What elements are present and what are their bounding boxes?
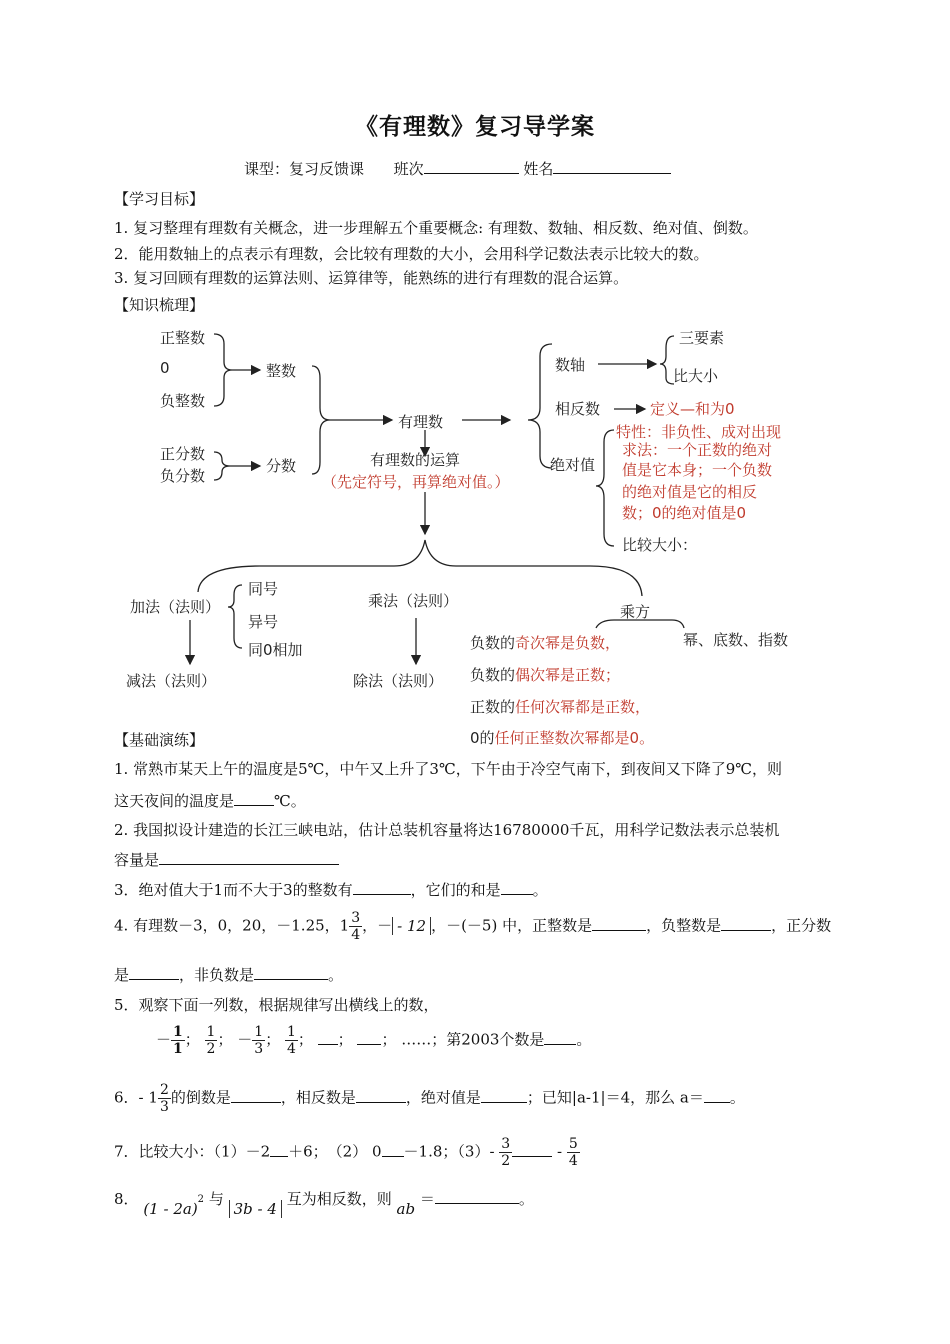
q6-blank-4[interactable] bbox=[704, 1088, 730, 1103]
numerator: 2 bbox=[159, 1082, 169, 1098]
power-rule-2: 负数的偶次幂是正数； bbox=[470, 666, 621, 684]
q8-text: 与 bbox=[208, 1190, 224, 1208]
question-5 bbox=[114, 994, 439, 1015]
label-abs-property: 特性：非负性、成对出现 bbox=[616, 423, 782, 441]
denominator: 4 bbox=[351, 927, 361, 943]
question-7 bbox=[114, 1136, 580, 1169]
q6-blank-2[interactable] bbox=[356, 1088, 406, 1103]
numerator: 1 bbox=[254, 1024, 264, 1040]
label-zero: 0 bbox=[160, 359, 170, 377]
q4-text: ，负整数是 bbox=[646, 916, 722, 935]
q7-text: ＋6； （2） 0 bbox=[288, 1142, 382, 1161]
q4-text: ，正分数 bbox=[771, 916, 832, 935]
q6-blank-1[interactable] bbox=[231, 1088, 281, 1103]
q3-text: 3．绝对值大于1而不大于3的整数有 bbox=[114, 881, 353, 899]
q4-text: 4. 有理数－3，0，20，－1.25，1 bbox=[114, 916, 350, 935]
denominator: 3 bbox=[159, 1099, 169, 1115]
q6-text: ，相反数是 bbox=[280, 1088, 356, 1107]
question-2-cont bbox=[114, 849, 339, 870]
q8-expression-1: (1 - 2a) bbox=[143, 1200, 198, 1218]
label-compare: 比大小 bbox=[673, 367, 719, 385]
seq-fraction bbox=[252, 1024, 265, 1057]
minus-sign: － bbox=[156, 1030, 172, 1049]
q6-number: 6． bbox=[114, 1088, 139, 1107]
question-2 bbox=[114, 819, 779, 840]
q2-blank[interactable] bbox=[159, 850, 339, 865]
denominator: 1 bbox=[173, 1041, 183, 1057]
q4-blank-1[interactable] bbox=[592, 916, 646, 931]
q6-end: 。 bbox=[729, 1088, 745, 1107]
q5-text: 5．观察下面一列数，根据规律写出横线上的数， bbox=[114, 996, 439, 1014]
q7-blank-2[interactable] bbox=[382, 1142, 404, 1157]
q1-text: 这天夜间的温度是 bbox=[114, 792, 235, 810]
label-addition: 加法（法则） bbox=[130, 598, 221, 616]
brace-rational bbox=[312, 366, 330, 474]
class-label: 班次 bbox=[393, 160, 424, 178]
q6-fraction bbox=[158, 1082, 171, 1115]
q2-text: 容量是 bbox=[114, 851, 160, 869]
question-3 bbox=[114, 879, 548, 900]
denominator: 3 bbox=[254, 1041, 264, 1057]
label-multiplication: 乘法（法则） bbox=[368, 592, 459, 610]
label-same-sign: 同号 bbox=[248, 580, 279, 598]
label-abs-method: 的绝对值是它的相反 bbox=[622, 483, 758, 501]
denominator: 4 bbox=[568, 1153, 578, 1169]
label-negative-integer: 负整数 bbox=[160, 392, 206, 410]
label-absolute: 绝对值 bbox=[550, 456, 596, 474]
label-power: 乘方 bbox=[620, 603, 651, 621]
q7-text: 7．比较大小：（1）－2 bbox=[114, 1142, 271, 1161]
q6-text: ；已知|a-1|＝4，那么 a＝ bbox=[526, 1088, 704, 1107]
question-1-cont bbox=[114, 790, 306, 811]
denominator: 4 bbox=[286, 1041, 296, 1057]
q3-blank-1[interactable] bbox=[353, 880, 411, 895]
q8-blank[interactable] bbox=[435, 1189, 519, 1204]
seq-fraction bbox=[171, 1024, 185, 1057]
label-abs-method: 求法：一个正数的绝对 bbox=[622, 441, 773, 459]
label-negative-fraction: 负分数 bbox=[160, 467, 206, 485]
label-positive-fraction: 正分数 bbox=[160, 445, 206, 463]
seq-fraction bbox=[285, 1024, 298, 1057]
knowledge-heading: 【知识梳理】 bbox=[114, 296, 205, 314]
q4-blank-2[interactable] bbox=[721, 916, 771, 931]
label-abs-method: 值是它本身；一个负数 bbox=[622, 461, 773, 479]
question-4-cont bbox=[114, 964, 343, 985]
q4-text: ，－(－5) 中，正整数是 bbox=[431, 916, 593, 935]
q6-text: 的倒数是 bbox=[170, 1088, 231, 1107]
q7-text: －1.8；（3）- bbox=[403, 1142, 495, 1161]
q6-text: - 1 bbox=[138, 1088, 158, 1107]
q5-blank-1[interactable] bbox=[318, 1030, 338, 1045]
power-rule-4: 0的任何正整数次幂都是0。 bbox=[470, 729, 655, 747]
numerator: 1 bbox=[173, 1024, 183, 1040]
label-division: 除法（法则） bbox=[353, 672, 444, 690]
label-three-elements: 三要素 bbox=[679, 329, 725, 347]
question-4 bbox=[114, 910, 831, 943]
q2-text: 2. 我国拟设计建造的长江三峡电站，估计总装机容量将达16780000千瓦，用科学记数法表示总装机 bbox=[114, 821, 780, 839]
q8-exponent: 2 bbox=[197, 1194, 205, 1205]
seq-fraction bbox=[205, 1024, 218, 1057]
label-subtraction: 减法（法则） bbox=[126, 672, 217, 690]
q8-end: 。 bbox=[518, 1190, 534, 1208]
numerator: 1 bbox=[206, 1024, 216, 1040]
q4-end: 。 bbox=[328, 966, 344, 984]
power-rule-1: 负数的奇次幂是负数， bbox=[470, 634, 621, 652]
goal-item: 1. 复习整理有理数有关概念，进一步理解五个重要概念: 有理数、数轴、相反数、绝对值、倒数。 bbox=[114, 219, 758, 237]
numerator: 1 bbox=[286, 1024, 296, 1040]
q8-expression-2: 3b - 4 bbox=[229, 1200, 282, 1218]
label-power-parts: 幂、底数、指数 bbox=[683, 631, 789, 649]
minus-sign: － bbox=[237, 1030, 253, 1049]
goal-item: 2．能用数轴上的点表示有理数，会比较有理数的大小，会用科学记数法表示比较大的数。 bbox=[114, 245, 709, 263]
q3-blank-2[interactable] bbox=[501, 880, 533, 895]
q7-text: - bbox=[557, 1142, 563, 1161]
q7-fraction-2 bbox=[567, 1136, 580, 1169]
q3-text: ，它们的和是 bbox=[410, 881, 501, 899]
q4-text: 是 bbox=[114, 966, 130, 984]
q1-text: 1. 常熟市某天上午的温度是5℃，中午又上升了3℃，下午由于冷空气南下，到夜间又下降了9℃，则 bbox=[114, 760, 783, 778]
q8-ab: ab bbox=[396, 1200, 416, 1218]
q8-number: 8． bbox=[114, 1190, 139, 1208]
label-fraction: 分数 bbox=[266, 457, 297, 475]
q4-blank-4[interactable] bbox=[254, 965, 328, 980]
brace-concepts bbox=[528, 344, 552, 468]
brace-integer bbox=[214, 334, 232, 406]
q6-blank-3[interactable] bbox=[481, 1088, 527, 1103]
q8-text: 互为相反数，则 bbox=[286, 1190, 392, 1208]
brace-fraction bbox=[214, 452, 230, 480]
denominator: 2 bbox=[206, 1041, 216, 1057]
question-6 bbox=[114, 1082, 745, 1115]
question-8 bbox=[114, 1188, 534, 1218]
label-abs-method: 数；0的绝对值是0 bbox=[622, 504, 747, 522]
q6-text: ，绝对值是 bbox=[405, 1088, 481, 1107]
q1-blank[interactable] bbox=[234, 791, 274, 806]
course-type: 课型：复习反馈课 bbox=[244, 160, 365, 178]
name-label: 姓名 bbox=[523, 160, 554, 178]
brace-absolute bbox=[596, 430, 614, 546]
question-1 bbox=[114, 758, 782, 779]
label-integer: 整数 bbox=[266, 362, 297, 380]
label-operations: 有理数的运算 bbox=[370, 451, 461, 469]
q5-end: 。 bbox=[576, 1030, 592, 1049]
power-rule-3: 正数的任何次幂都是正数， bbox=[470, 698, 651, 716]
q5-blank-2[interactable] bbox=[357, 1030, 381, 1045]
numerator: 3 bbox=[501, 1136, 511, 1152]
q8-text: ＝ bbox=[419, 1190, 435, 1208]
label-positive-integer: 正整数 bbox=[160, 329, 206, 347]
q4-abs: - 12 bbox=[392, 917, 431, 935]
q4-blank-3[interactable] bbox=[129, 965, 179, 980]
numerator: 3 bbox=[351, 910, 361, 926]
practice-heading: 【基础演练】 bbox=[114, 731, 205, 749]
brace-addition bbox=[228, 585, 242, 648]
label-zero-add: 同0相加 bbox=[248, 641, 303, 659]
q7-blank-1[interactable] bbox=[270, 1142, 288, 1157]
q3-end: 。 bbox=[532, 881, 548, 899]
page-title: 《有理数》复习导学案 bbox=[355, 113, 595, 140]
denominator: 2 bbox=[501, 1153, 511, 1169]
q4-fraction bbox=[349, 910, 362, 943]
q7-fraction-1 bbox=[499, 1136, 512, 1169]
q1-unit: ℃。 bbox=[274, 792, 306, 810]
label-opposite-def: 定义—和为0 bbox=[650, 400, 735, 418]
numerator: 5 bbox=[568, 1136, 578, 1152]
q5-blank-3[interactable] bbox=[544, 1030, 576, 1045]
q5-text: ……；第2003个数是 bbox=[401, 1030, 545, 1049]
goal-item: 3. 复习回顾有理数的运算法则、运算律等，能熟练的进行有理数的混合运算。 bbox=[114, 269, 629, 287]
brace-power bbox=[596, 620, 684, 628]
question-5-seq: － $\frac{1}{1}$ ； $\frac{1}{2}$ ； － $\frac{1}{3}$ ； $\frac{1}{4}$ ； ； ； ……；第2003个数是 。 bbox=[156, 1024, 592, 1057]
q4-text: ，－ bbox=[362, 916, 393, 935]
label-operations-note: （先定符号，再算绝对值。） bbox=[322, 473, 510, 491]
q4-text: ，非负数是 bbox=[179, 966, 255, 984]
brace-number-line bbox=[660, 336, 674, 384]
goals-heading: 【学习目标】 bbox=[114, 190, 205, 208]
q7-blank-3[interactable] bbox=[512, 1142, 552, 1157]
label-abs-compare: 比较大小： bbox=[622, 536, 698, 554]
label-diff-sign: 异号 bbox=[248, 613, 279, 631]
label-rational: 有理数 bbox=[398, 413, 444, 431]
label-number-line: 数轴 bbox=[555, 356, 586, 374]
label-opposite: 相反数 bbox=[555, 400, 601, 418]
